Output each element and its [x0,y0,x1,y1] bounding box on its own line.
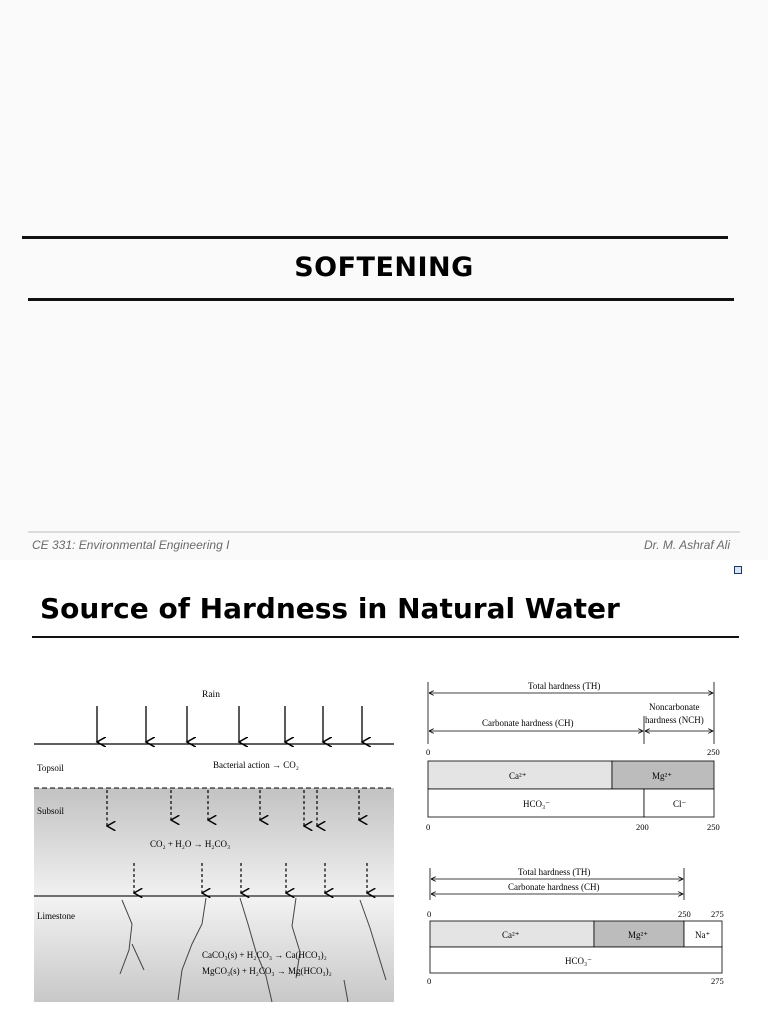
bar1-ca-label: Ca²⁺ [509,771,527,781]
bar2-top-end: 275 [711,909,724,919]
bar1-top-end: 250 [707,747,720,757]
bar1-nch-label-1: Noncarbonate [649,702,700,712]
limestone-layer [34,896,394,1002]
bar2-top-start: 0 [427,909,432,919]
slide-marker-icon[interactable] [734,566,742,574]
bar1-bot-mid: 200 [636,822,649,832]
mgco3-equation: MgCO₃(s) + H₂CO₃ → Mg(HCO₃)₂ [202,966,332,976]
footer-separator [28,531,740,533]
hardness-bar-diagrams [420,672,730,992]
bar1-cl-label: Cl⁻ [673,799,687,809]
footer-author: Dr. M. Ashraf Ali [643,538,730,552]
bacterial-action-label: Bacterial action → CO₂ [213,760,299,770]
bar1-th-label: Total hardness (TH) [528,681,601,691]
footer-course: CE 331: Environmental Engineering I [32,538,230,552]
bar2-ch-label: Carbonate hardness (CH) [508,882,600,892]
rain-label: Rain [202,690,220,700]
caco3-equation: CaCO₃(s) + H₂CO₃ → Ca(HCO₃)₂ [202,950,327,960]
limestone-label: Limestone [37,911,75,921]
title-rule-bottom [28,298,734,301]
slide-title: SOFTENING [294,252,474,283]
bar2-hco3-label: HCO₃⁻ [565,956,592,966]
bar2-mg-label: Mg²⁺ [628,930,648,940]
bar1-nch-label-2: hardness (NCH) [645,715,704,725]
slide-2-title: Source of Hardness in Natural Water [40,592,620,625]
hardness-bar-2 [427,867,724,986]
bar2-th-label: Total hardness (TH) [518,867,591,877]
bar2-bot-end: 275 [711,976,724,986]
title-rule-top [22,236,728,239]
bar2-ca-label: Ca²⁺ [502,930,520,940]
slide-2-title-rule [32,636,739,638]
bar2-na-label: Na⁺ [695,930,711,940]
carbonic-acid-equation: CO₂ + H₂O → H₂CO₃ [150,839,231,849]
hardness-bar-1 [426,681,720,832]
bar1-top-start: 0 [426,747,431,757]
hardness-formation-diagram [34,680,396,1004]
bar1-mg-label: Mg²⁺ [652,771,672,781]
topsoil-label: Topsoil [37,763,64,773]
bar2-bot-start: 0 [427,976,432,986]
bar2-top-mid: 250 [678,909,691,919]
subsoil-label: Subsoil [37,806,65,816]
rain-arrows [97,706,362,742]
bar1-hco3-label: HCO₃⁻ [523,799,550,809]
bar1-ch-label: Carbonate hardness (CH) [482,718,574,728]
bar1-bot-start: 0 [426,822,431,832]
bar1-bot-end: 250 [707,822,720,832]
